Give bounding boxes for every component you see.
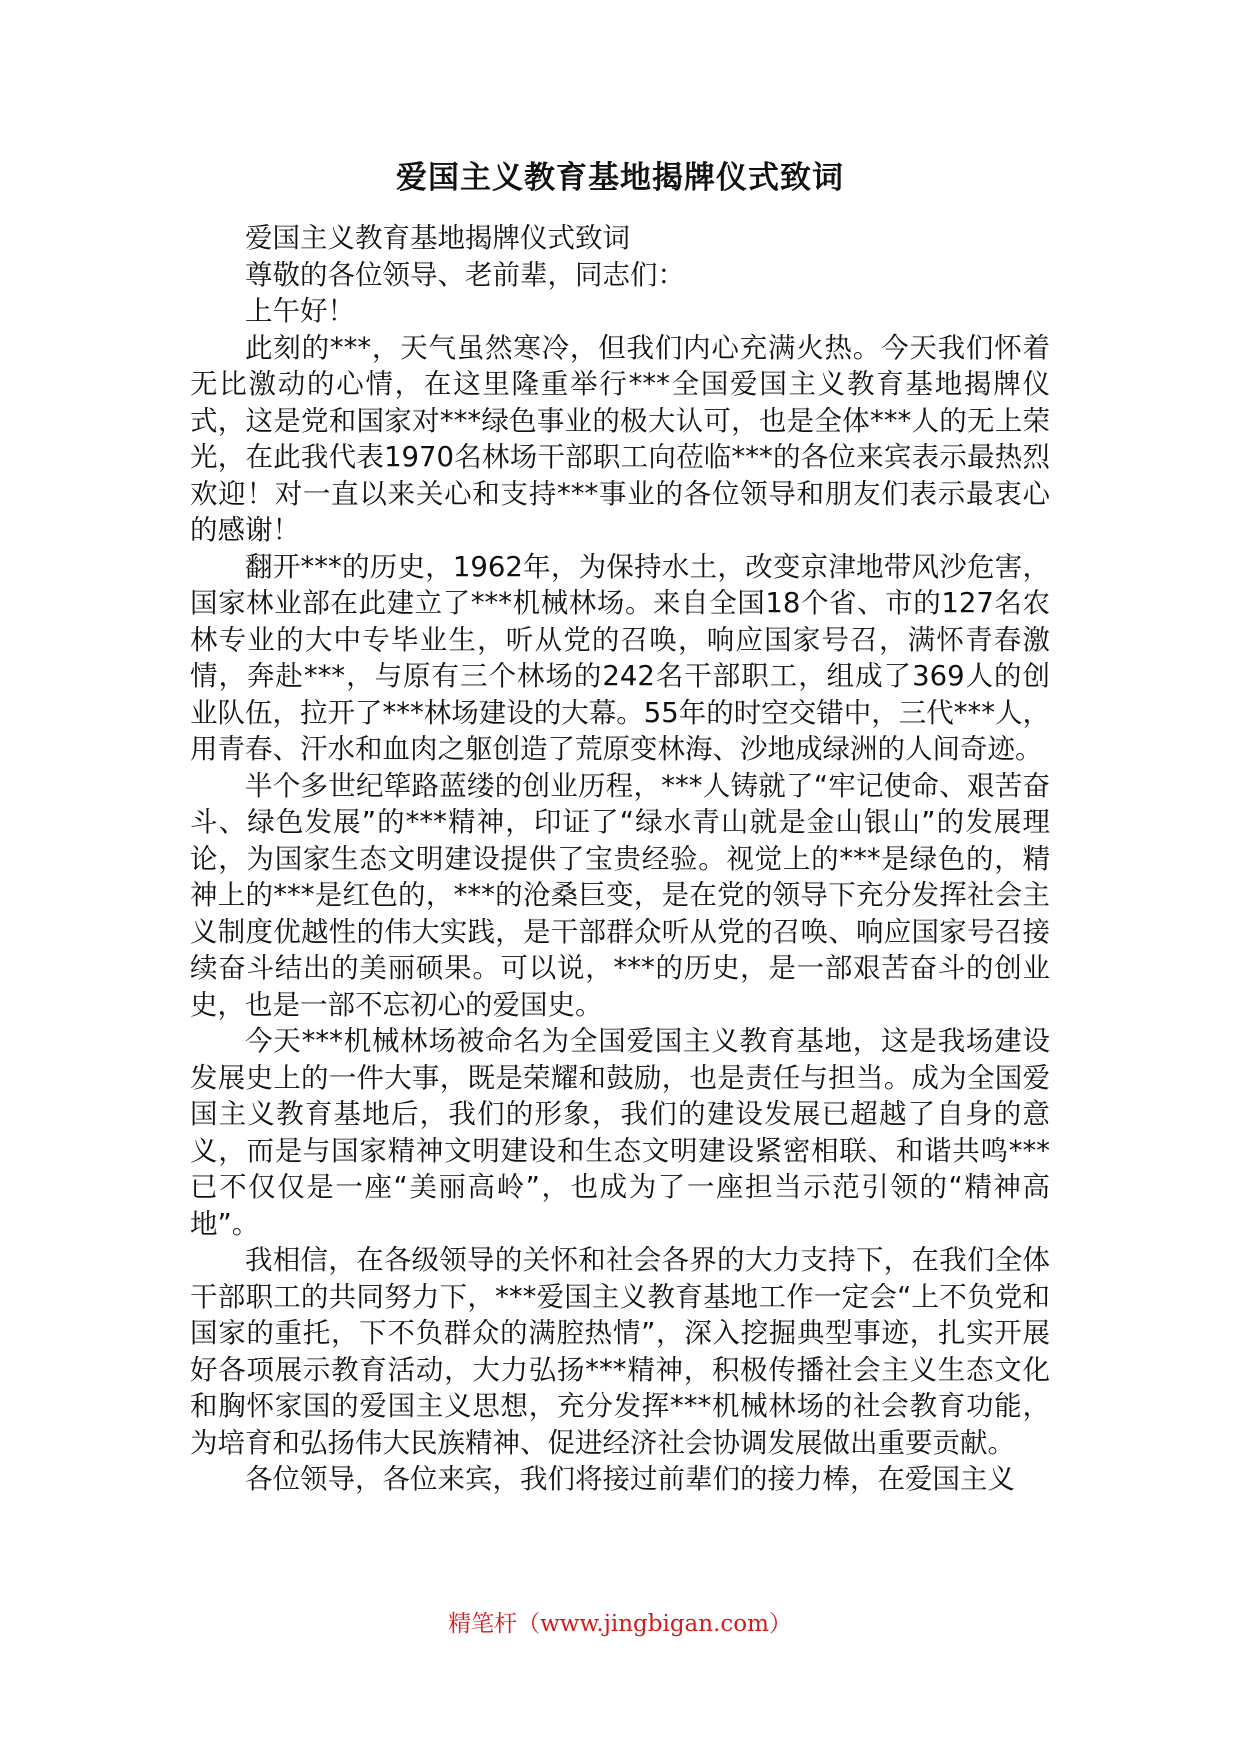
paragraph-salutation: 尊敬的各位领导、老前辈，同志们： bbox=[245, 258, 685, 291]
paragraph-welcome: 此刻的***，天气虽然寒冷，但我们内心充满火热。今天我们怀着无比激动的心情，在这里隆重举行***全国爱国主义教育基地揭牌仪式，这是党和国家对***绿色事业的极大认可，也是全体***人的无上荣光，在此我代表1970名林场干部职工向莅临***的各位来宾表示最热烈欢迎！对一直以来关心和支持***事业的各位领导和朋友们表示最衷心的感谢！ bbox=[190, 331, 1050, 546]
paragraph-history: 翻开***的历史，1962年，为保持水土，改变京津地带风沙危害，国家林业部在此建立了***机械林场。来自全国18个省、市的127名农林专业的大中专毕业生，听从党的召唤，响应国家号召，满怀青春激情，奔赴***，与原有三个林场的242名干部职工，组成了369人的创业队伍，拉开了***林场建设的大幕。55年的时空交错中，三代***人，用青春、汗水和血肉之躯创造了荒原变林海、沙地成绿洲的人间奇迹。 bbox=[190, 550, 1050, 765]
document-body bbox=[190, 220, 1050, 1498]
paragraph-spirit: 半个多世纪筚路蓝缕的创业历程，***人铸就了“牢记使命、艰苦奋斗、绿色发展”的***精神，印证了“绿水青山就是金山银山”的发展理论，为国家生态文明建设提供了宝贵经验。视觉上的***是绿色的，精神上的***是红色的，***的沧桑巨变，是在党的领导下充分发挥社会主义制度优越性的伟大实践，是干部群众听从党的召唤、响应国家号召接续奋斗结出的美丽硕果。可以说，***的历史，是一部艰苦奋斗的创业史，也是一部不忘初心的爱国史。 bbox=[190, 769, 1050, 1021]
paragraph-closing: 各位领导，各位来宾，我们将接过前辈们的接力棒，在爱国主义 bbox=[245, 1463, 1015, 1495]
document-title: 爱国主义教育基地揭牌仪式致词 bbox=[396, 160, 844, 196]
paragraph-designation: 今天***机械林场被命名为全国爱国主义教育基地，这是我场建设发展史上的一件大事，既是荣耀和鼓励，也是责任与担当。成为全国爱国主义教育基地后，我们的形象，我们的建设发展已超越了自身的意义，而是与国家精神文明建设和生态文明建设紧密相联、和谐共鸣***已不仅仅是一座“美丽高岭”，也成为了一座担当示范引领的“精神高地”。 bbox=[190, 1025, 1050, 1240]
paragraph-subtitle: 爱国主义教育基地揭牌仪式致词 bbox=[245, 222, 630, 254]
paragraph-greeting: 上午好！ bbox=[245, 295, 355, 327]
footer-watermark: 精笔杆（www.jingbigan.com） bbox=[448, 1611, 792, 1637]
paragraph-commitment: 我相信，在各级领导的关怀和社会各界的大力支持下，在我们全体干部职工的共同努力下，***爱国主义教育基地工作一定会“上不负党和国家的重托，下不负群众的满腔热情”，深入挖掘典型事迹，扎实开展好各项展示教育活动，大力弘扬***精神，积极传播社会主义生态文化和胸怀家国的爱国主义思想，充分发挥***机械林场的社会教育功能，为培育和弘扬伟大民族精神、促进经济社会协调发展做出重要贡献。 bbox=[190, 1244, 1050, 1459]
